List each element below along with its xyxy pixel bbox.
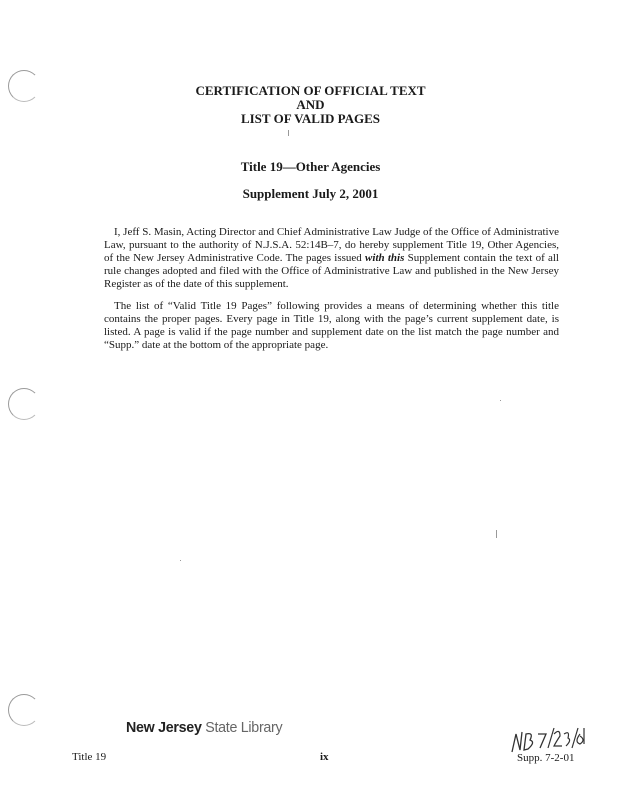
certification-heading [0, 84, 621, 126]
paragraph1-before: I, Jeff S. Masin, Acting Director and Chief Administrative Law Judge of the Office of Administrative Law, pursuant to the authority of N.J.S.A. 52:14B–7, do hereby supplement Title 19, Other Agencies, of the New Jersey Administrative Code. The pages issued [104, 226, 560, 264]
scan-speck [500, 400, 501, 401]
library-stamp [126, 719, 282, 736]
footer-title-label: Title 19 [72, 751, 107, 763]
scan-speck [496, 530, 497, 538]
heading-line-2: AND [296, 97, 325, 112]
footer-supplement-date: Supp. 7-2-01 [517, 752, 575, 764]
punch-hole-bottom [8, 694, 40, 726]
supplement-date-heading: Supplement July 2, 2001 [242, 186, 379, 201]
valid-pages-paragraph: The list of “Valid Title 19 Pages” following provides a means of determining whether this title contains the proper pages. Every page in Title 19, along with the page’s current supplement date, is listed. A page is valid if the page number and supplement date on the list match the page number and “Supp.” date at the bottom of the appropriate page. [104, 300, 559, 351]
title-heading: Title 19—Other Agencies [240, 159, 381, 174]
scan-speck [180, 560, 181, 561]
page-number: ix [320, 751, 329, 763]
heading-line-1: CERTIFICATION OF OFFICIAL TEXT [195, 83, 426, 98]
paragraph1-after: Supplement contain the text of all rule changes adopted and filed with the Office of Administrative Law and published in the New Jersey Register as of the date of this supplement. [104, 252, 559, 290]
stamp-part-2: State Library [205, 719, 283, 736]
paragraph1-emphasis: with this [365, 252, 405, 264]
stamp-part-1: New Jersey [126, 719, 202, 736]
scan-speck [288, 130, 289, 136]
heading-line-3: LIST OF VALID PAGES [240, 111, 381, 126]
punch-hole-middle [8, 388, 40, 420]
certification-paragraph [104, 226, 559, 291]
